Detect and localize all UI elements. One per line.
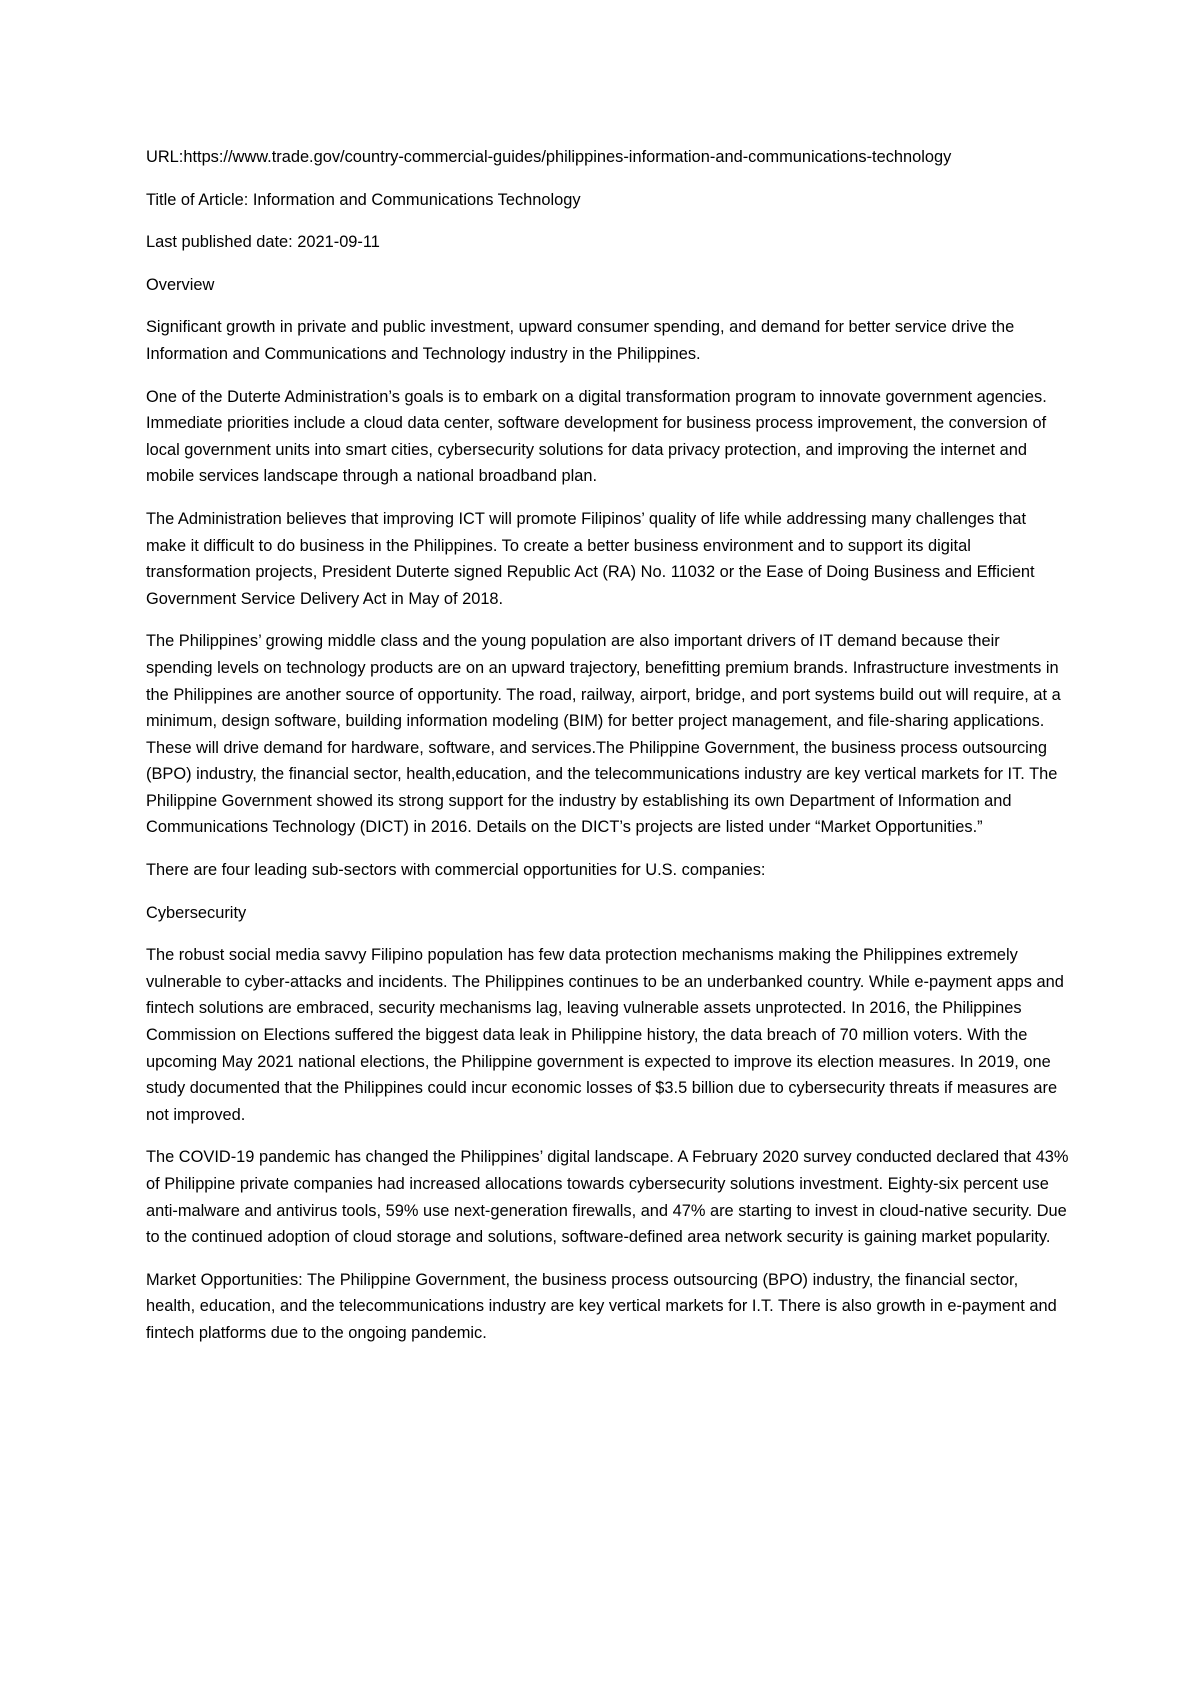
cybersecurity-heading: Cybersecurity (146, 903, 247, 922)
article-title: Title of Article: Information and Communications Technology (146, 190, 581, 209)
source-url: URL:https://www.trade.gov/country-commercial-guides/philippines-information-and-communications-technology (146, 148, 952, 166)
paragraph-sub-sectors: There are four leading sub-sectors with commercial opportunities for U.S. companies: (146, 861, 766, 880)
published-date: Last published date: 2021-09-11 (146, 233, 380, 252)
paragraph-market-opportunities: Market Opportunities: The Philippine Government, the business process outsourcing (BPO) industry, the financial sector, health, education, and the telecommunications industry are key vertical markets for I.T. There is also growth in e-payment and fintech platforms due to the ongoing pandemic. (146, 1270, 1057, 1342)
paragraph-growth-drivers: Significant growth in private and public investment, upward consumer spending, and demand for better service drive the Information and Communications and Technology industry in the Philippines. (146, 318, 1015, 363)
overview-heading: Overview (146, 275, 215, 294)
paragraph-digital-transformation: One of the Duterte Administration’s goals is to embark on a digital transformation program to innovate government agencies. Immediate priorities include a cloud data center, software development for business process improvement, the conversion of local government units into smart cities, cybersecurity solutions for data privacy protection, and improving the internet and mobile services landscape through a national broadband plan. (146, 387, 1047, 486)
paragraph-covid-landscape: The COVID-19 pandemic has changed the Philippines’ digital landscape. A February 2020 survey conducted declared that 43% of Philippine private companies had increased allocations towards cybersecurity solutions investment. Eighty-six percent use anti-malware and antivirus tools, 59% use next-generation firewalls, and 47% are starting to invest in cloud-native security. Due to the continued adoption of cloud storage and solutions, software-defined area network security is gaining market popularity. (146, 1148, 1069, 1247)
paragraph-ease-of-business: The Administration believes that improving ICT will promote Filipinos’ quality of life while addressing many challenges that make it difficult to do business in the Philippines. To create a better business environment and to support its digital transformation projects, President Duterte signed Republic Act (RA) No. 11032 or the Ease of Doing Business and Efficient Government Service Delivery Act in May of 2018. (146, 509, 1035, 608)
paragraph-cyber-vulnerability: The robust social media savvy Filipino population has few data protection mechanisms making the Philippines extremely vulnerable to cyber-attacks and incidents. The Philippines continues to be an underbanked country. While e-payment apps and fintech solutions are embraced, security mechanisms lag, leaving vulnerable assets unprotected. In 2016, the Philippines Commission on Elections suffered the biggest data leak in Philippine history, the data breach of 70 million voters. With the upcoming May 2021 national elections, the Philippine government is expected to improve its election measures. In 2019, one study documented that the Philippines could incur economic losses of $3.5 billion due to cybersecurity threats if measures are not improved. (146, 946, 1064, 1124)
paragraph-it-demand: The Philippines’ growing middle class and the young population are also important drivers of IT demand because their spending levels on technology products are on an upward trajectory, benefitting premium brands. Infrastructure investments in the Philippines are another source of opportunity. The road, railway, airport, bridge, and port systems build out will require, at a minimum, design software, building information modeling (BIM) for better project management, and file-sharing applications. These will drive demand for hardware, software, and services.The Philippine Government, the business process outsourcing (BPO) industry, the financial sector, health,education, and the telecommunications industry are key vertical markets for IT. The Philippine Government showed its strong support for the industry by establishing its own Department of Information and Communications Technology (DICT) in 2016. Details on the DICT’s projects are listed under “Market Opportunities.” (146, 632, 1061, 837)
